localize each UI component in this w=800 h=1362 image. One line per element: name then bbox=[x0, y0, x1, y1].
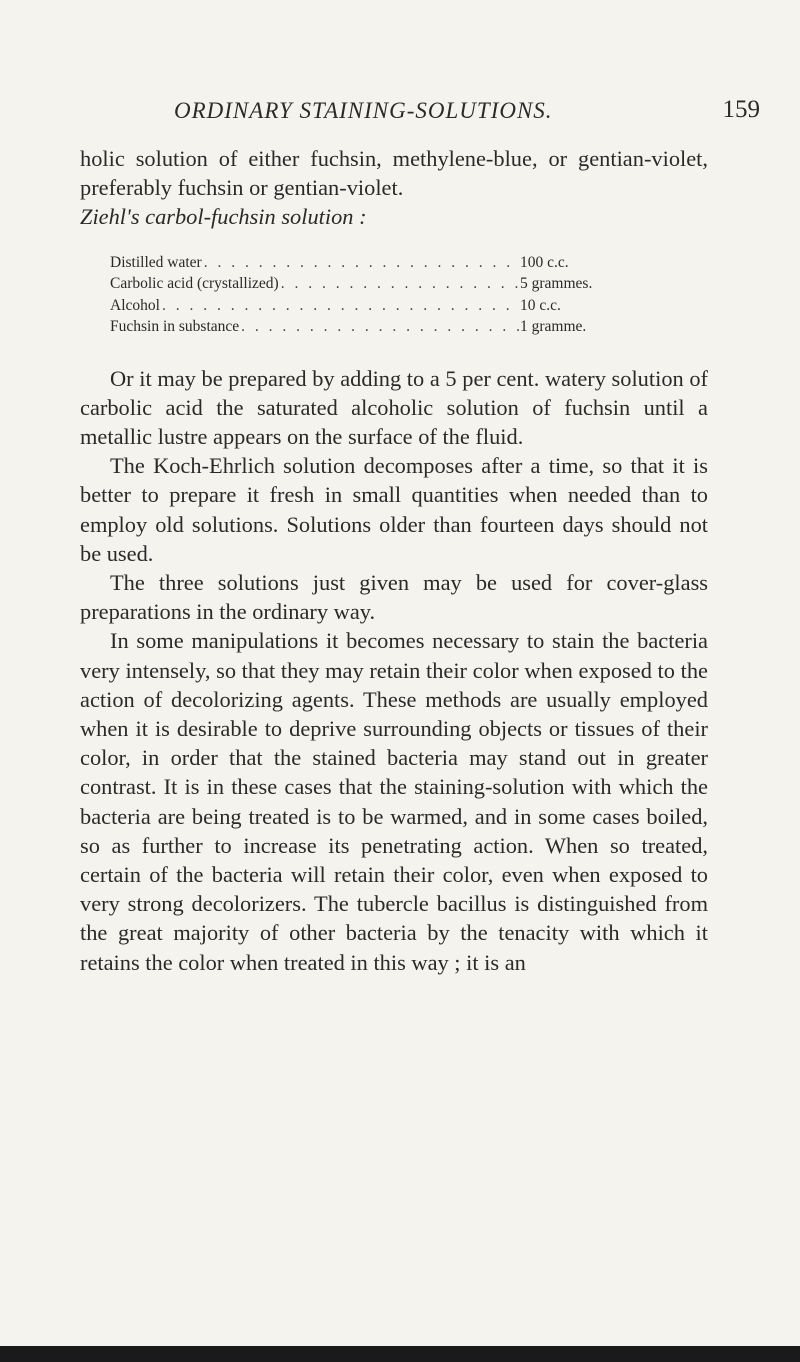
ingredient-amount: 5 grammes. bbox=[520, 275, 593, 293]
leader-dots bbox=[160, 295, 520, 317]
page-header bbox=[80, 98, 760, 138]
ingredient-name: Alcohol bbox=[110, 296, 160, 314]
leader-dots bbox=[202, 252, 520, 274]
ingredient-name: Distilled water bbox=[110, 253, 202, 271]
page-edge-bar bbox=[0, 1346, 800, 1362]
leader-dots bbox=[279, 273, 520, 295]
recipe-heading: Ziehl's carbol-fuchsin solution : bbox=[80, 204, 367, 230]
intro-paragraph: holic solution of either fuchsin, methylene-blue, or gentian-violet, preferably fuchsin or gentian-violet. bbox=[80, 146, 708, 201]
page-number: 159 bbox=[722, 96, 760, 123]
recipe-table bbox=[110, 252, 650, 338]
recipe-row bbox=[110, 316, 650, 338]
running-title: ORDINARY STAINING-SOLUTIONS. bbox=[174, 98, 553, 123]
ingredient-amount: 10 c.c. bbox=[520, 296, 561, 314]
body-paragraph: The Koch-Ehrlich solution decomposes after a time, so that it is better to prepare it fresh in small quantities when needed than to employ old solutions. Solutions older than fourteen days should not be used. bbox=[80, 453, 708, 566]
body-paragraph: In some manipulations it becomes necessary to stain the bacteria very intensely, so that they may retain their color when exposed to the action of decolorizing agents. These methods are usually employed when it is desirable to deprive surrounding objects or tissues of their color, in order that the stained bacteria may stand out in greater contrast. It is in these cases that the staining-solution with which the bacteria are being treated is to be warmed, and in some cases boiled, so as further to increase its penetrating action. When so treated, certain of the bacteria will retain their color, even when exposed to very strong decolorizers. The tubercle bacillus is distinguished from the great majority of other bacteria by the tenacity with which it retains the color when treated in this way ; it is an bbox=[80, 628, 708, 975]
ingredient-name: Fuchsin in substance bbox=[110, 318, 240, 336]
body-paragraph: Or it may be prepared by adding to a 5 per cent. watery solution of carbolic acid the saturated alcoholic solution of fuchsin until a metallic lustre appears on the surface of the fluid. bbox=[80, 365, 708, 450]
leader-dots bbox=[239, 316, 520, 338]
recipe-row bbox=[110, 273, 650, 295]
recipe-row bbox=[110, 252, 650, 274]
ingredient-name: Carbolic acid (crystallized) bbox=[110, 275, 279, 293]
page-body bbox=[80, 144, 708, 977]
ingredient-amount: 1 gramme. bbox=[520, 318, 587, 336]
ingredient-amount: 100 c.c. bbox=[520, 253, 569, 271]
recipe-row bbox=[110, 295, 650, 317]
body-paragraph: The three solutions just given may be used for cover-glass preparations in the ordinary way. bbox=[80, 570, 708, 625]
